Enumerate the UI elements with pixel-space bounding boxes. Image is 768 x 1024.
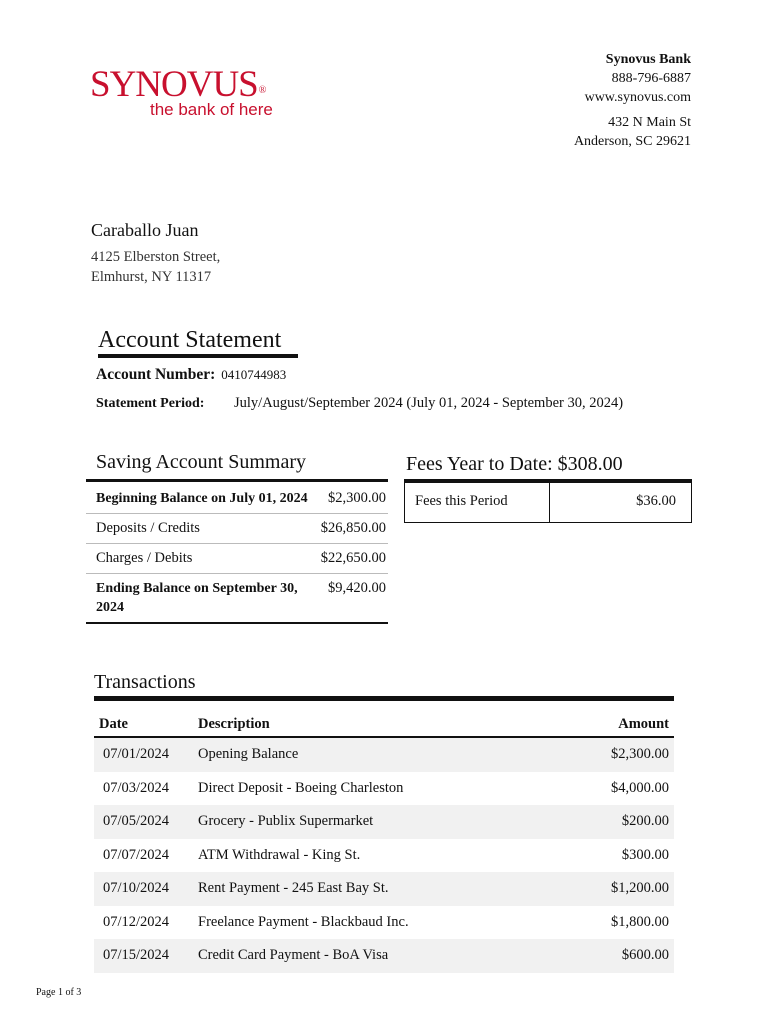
statement-title: Account Statement: [98, 327, 282, 353]
transaction-date: 07/15/2024: [103, 947, 170, 964]
summary-title-rule: [86, 479, 388, 482]
transaction-amount: $1,200.00: [611, 880, 669, 897]
summary-row-value: $26,850.00: [320, 520, 386, 536]
column-header-description: Description: [198, 715, 270, 732]
bank-city: Anderson, SC 29621: [573, 134, 691, 149]
statement-period-label: Statement Period:: [96, 396, 205, 411]
summary-row-label: Beginning Balance on July 01, 2024: [96, 491, 308, 506]
summary-row-label: Ending Balance on September 30, 2024: [96, 581, 298, 615]
logo-tagline: the bank of here: [150, 100, 273, 119]
transaction-description: Grocery - Publix Supermarket: [198, 813, 374, 830]
table-row: [94, 772, 674, 806]
transactions-table: [94, 712, 674, 973]
summary-row-charges: [86, 544, 388, 574]
summary-row-ending-balance: [86, 574, 388, 624]
statement-period-value: July/August/September 2024 (July 01, 2024 - September 30, 2024): [234, 395, 624, 411]
account-number-label: Account Number:: [96, 366, 216, 383]
customer-address-block: [91, 219, 220, 287]
logo-wordmark: [90, 66, 290, 104]
page-number: Page 1 of 3: [36, 987, 82, 998]
transaction-date: 07/05/2024: [103, 813, 170, 830]
transaction-date: 07/12/2024: [103, 913, 170, 930]
transactions-title-rule: [94, 696, 674, 701]
transaction-description: Freelance Payment - Blackbaud Inc.: [198, 913, 409, 930]
customer-city: Elmhurst, NY 11317: [91, 269, 212, 285]
summary-row-value: $9,420.00: [328, 580, 386, 596]
transaction-amount: $2,300.00: [611, 746, 669, 763]
table-row: [94, 839, 674, 873]
transaction-description: Opening Balance: [198, 746, 299, 763]
transaction-amount: $4,000.00: [611, 779, 669, 796]
fees-period-value: $36.00: [636, 493, 676, 509]
transaction-date: 07/03/2024: [103, 779, 170, 796]
summary-row-label: Charges / Debits: [96, 550, 193, 566]
fees-period-box: [404, 483, 692, 523]
account-number-row: [96, 366, 623, 385]
statement-period-row: [96, 394, 623, 413]
bank-website[interactable]: www.synovus.com: [584, 90, 691, 105]
transaction-amount: $200.00: [621, 813, 669, 830]
summary-row-value: $2,300.00: [328, 490, 386, 506]
transaction-amount: $300.00: [621, 846, 669, 863]
bank-contact-block: [574, 50, 691, 151]
column-header-date: Date: [99, 715, 128, 732]
account-details: [96, 366, 623, 413]
synovus-logo: [90, 66, 290, 120]
summary-row-deposits: [86, 514, 388, 544]
summary-row-beginning-balance: [86, 484, 388, 514]
table-row: [94, 738, 674, 772]
fees-ytd-title: Fees Year to Date: $308.00: [406, 453, 623, 475]
bank-name: Synovus Bank: [605, 52, 691, 67]
transaction-description: Credit Card Payment - BoA Visa: [198, 947, 389, 964]
table-row: [94, 939, 674, 973]
account-number-value: 0410744983: [221, 367, 287, 382]
transaction-date: 07/07/2024: [103, 846, 170, 863]
summary-row-label: Deposits / Credits: [96, 520, 200, 536]
transactions-title: Transactions: [94, 671, 196, 693]
fees-period-label: Fees this Period: [405, 483, 550, 522]
bank-phone: 888-796-6887: [611, 71, 691, 86]
table-row: [94, 906, 674, 940]
statement-title-underline: [98, 354, 298, 358]
table-row: [94, 872, 674, 906]
bank-street: 432 N Main St: [608, 115, 691, 130]
customer-name: Caraballo Juan: [91, 220, 199, 240]
transaction-description: ATM Withdrawal - King St.: [198, 846, 361, 863]
summary-title: Saving Account Summary: [96, 451, 306, 473]
transaction-amount: $600.00: [621, 947, 669, 964]
transaction-description: Direct Deposit - Boeing Charleston: [198, 779, 404, 796]
transaction-date: 07/10/2024: [103, 880, 170, 897]
transactions-header-row: [94, 712, 674, 738]
registered-mark: ®: [258, 85, 266, 96]
logo-brand-text: SYNOVUS: [90, 64, 258, 105]
table-row: [94, 805, 674, 839]
summary-table: [86, 484, 388, 624]
column-header-amount: Amount: [618, 715, 669, 732]
customer-street: 4125 Elberston Street,: [91, 249, 221, 265]
transaction-date: 07/01/2024: [103, 746, 170, 763]
transaction-amount: $1,800.00: [611, 913, 669, 930]
transaction-description: Rent Payment - 245 East Bay St.: [198, 880, 389, 897]
summary-row-value: $22,650.00: [320, 550, 386, 566]
